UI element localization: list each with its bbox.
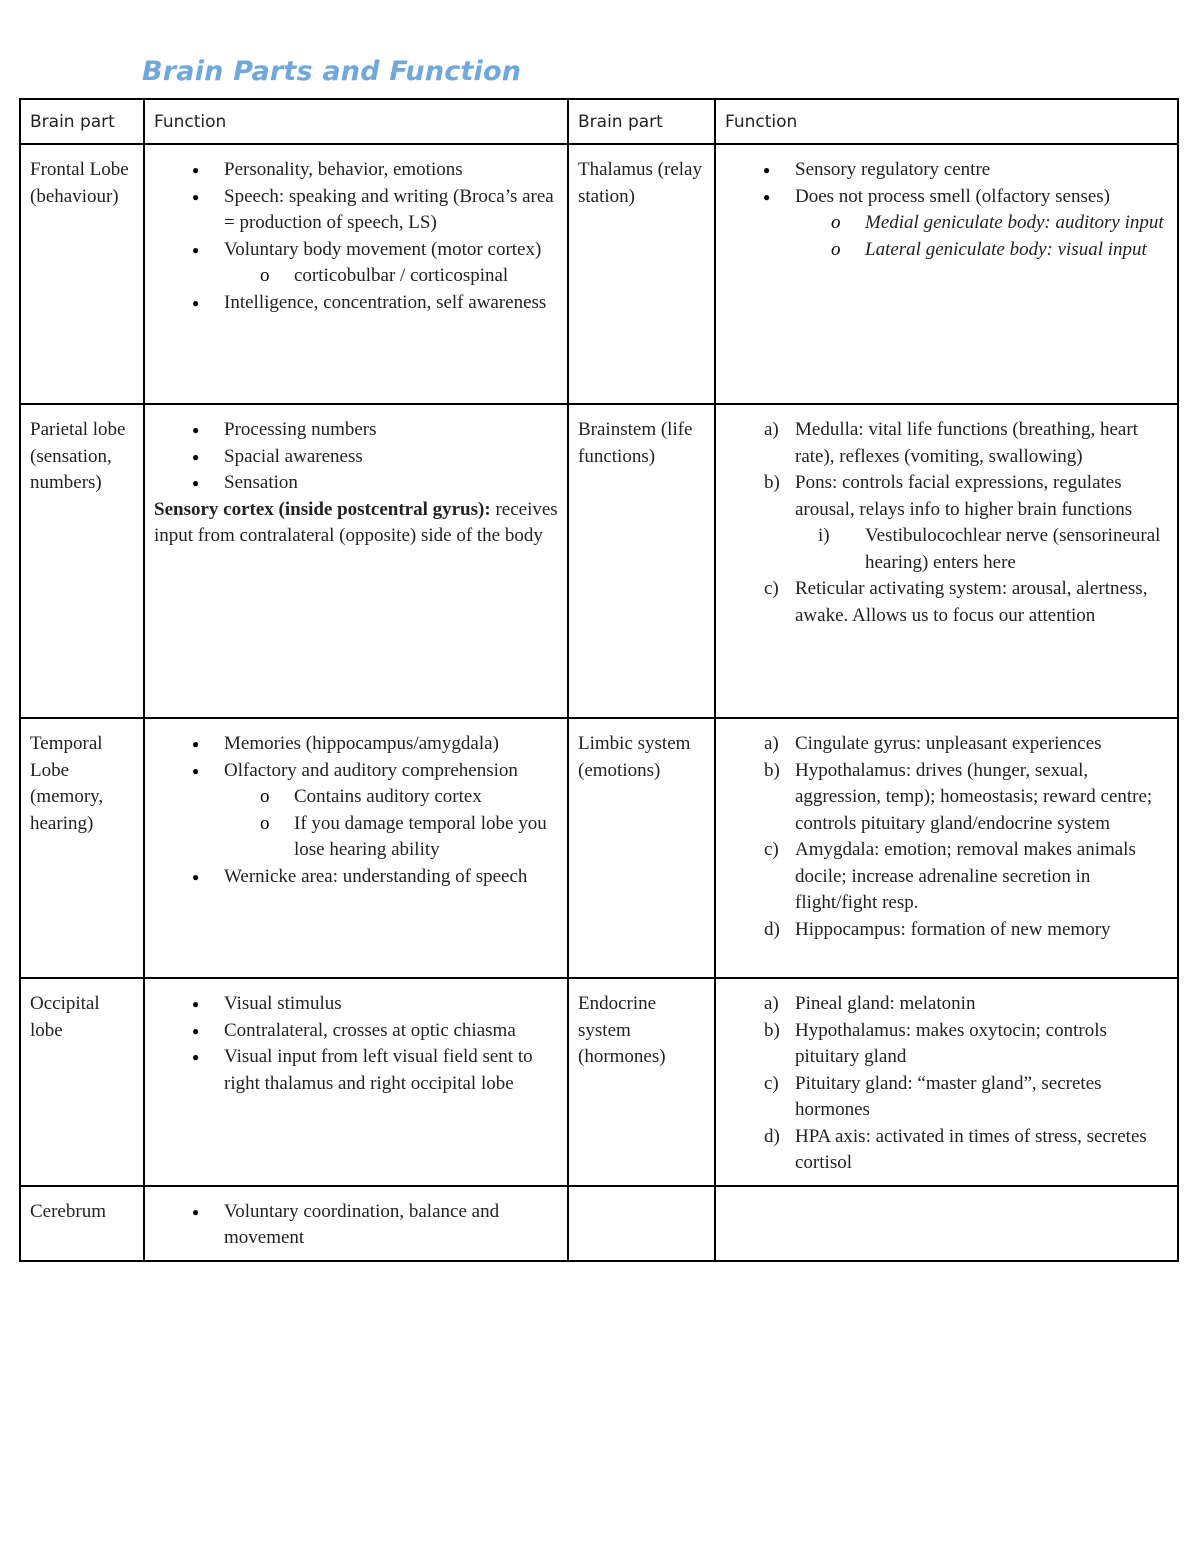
- part-occipital-lobe: Occipital lobe: [20, 978, 144, 1186]
- header-brain-part-1: Brain part: [20, 99, 144, 144]
- header-function-1: Function: [144, 99, 568, 144]
- list-marker: a): [764, 419, 779, 440]
- list-item: [725, 991, 1168, 1018]
- list-item-text: Hippocampus: formation of new memory: [795, 918, 1111, 940]
- list-item-text: Pineal gland: melatonin: [795, 993, 976, 1014]
- part-cerebrum: Cerebrum: [20, 1186, 144, 1261]
- frontal-bullet-list: [154, 157, 558, 316]
- list-item: ● Wernicke area: understanding of speech: [154, 864, 558, 891]
- function-temporal-lobe: [144, 718, 568, 978]
- list-item-text: HPA axis: activated in times of stress, secretes cortisol: [795, 1125, 1147, 1173]
- list-item: [725, 758, 1168, 838]
- list-item: [725, 417, 1168, 470]
- list-item: ● Processing numbers: [154, 417, 558, 444]
- list-item-text: Reticular activating system: arousal, alertness, awake. Allows us to focus our attention: [795, 578, 1148, 626]
- list-marker: d): [764, 918, 780, 940]
- list-marker: a): [764, 993, 779, 1014]
- list-item: ● Voluntary coordination, balance and movement: [154, 1199, 558, 1252]
- sub-list: [224, 784, 558, 864]
- part-temporal-lobe: Temporal Lobe (memory, hearing): [20, 718, 144, 978]
- header-brain-part-2: Brain part: [568, 99, 715, 144]
- list-item: ● Speech: speaking and writing (Broca’s area = production of speech, LS): [154, 184, 558, 237]
- endocrine-lettered-list: [725, 991, 1168, 1177]
- list-item-text: Voluntary body movement (motor cortex): [224, 238, 542, 260]
- list-item-text: Hypothalamus: drives (hunger, sexual, aggression, temp); homeostasis; reward centre; controls pituitary gland/endocrine system: [795, 759, 1153, 834]
- header-function-2: Function: [715, 99, 1178, 144]
- note-heading: Sensory cortex (inside postcentral gyrus):: [154, 498, 491, 520]
- function-thalamus: [715, 144, 1178, 404]
- brain-parts-table: [19, 98, 1179, 1262]
- list-item: [725, 1124, 1168, 1177]
- sub-list-item: o Medial geniculate body: auditory input: [795, 210, 1168, 237]
- list-item-text: Olfactory and auditory comprehension: [224, 759, 518, 781]
- function-limbic-system: [715, 718, 1178, 978]
- part-endocrine-system: Endocrine system (hormones): [568, 978, 715, 1186]
- table-row: [20, 404, 1178, 718]
- sub-list-item: o Lateral geniculate body: visual input: [795, 237, 1168, 264]
- list-item: [725, 576, 1168, 629]
- function-occipital-lobe: [144, 978, 568, 1186]
- list-item-text: Amygdala: emotion; removal makes animals docile; increase adrenaline secretion in flight/fight resp.: [795, 839, 1136, 913]
- list-item-text: Vestibulocochlear nerve (sensorineural hearing) enters here: [865, 525, 1161, 573]
- empty-cell: [715, 1186, 1178, 1261]
- sub-list: [795, 210, 1168, 263]
- list-item: ● Visual input from left visual field sent to right thalamus and right occipital lobe: [154, 1044, 558, 1097]
- list-item-text: Hypothalamus: makes oxytocin; controls pituitary gland: [795, 1019, 1107, 1067]
- table-row: [20, 144, 1178, 404]
- sub-list-item: o If you damage temporal lobe you lose hearing ability: [224, 811, 558, 864]
- list-item: ● Intelligence, concentration, self awareness: [154, 290, 558, 317]
- list-marker: c): [764, 1072, 779, 1094]
- table-row: [20, 978, 1178, 1186]
- function-cerebrum: [144, 1186, 568, 1261]
- header-row: [20, 99, 1178, 144]
- note-text: receives input from contralateral (opposite) side of the body: [154, 498, 558, 546]
- function-frontal-lobe: [144, 144, 568, 404]
- list-marker: d): [764, 1125, 780, 1147]
- table-row: [20, 718, 1178, 978]
- page-title: Brain Parts and Function: [142, 56, 522, 87]
- part-frontal-lobe: Frontal Lobe (behaviour): [20, 144, 144, 404]
- sensory-cortex-note: [154, 497, 558, 550]
- list-item-text: Medulla: vital life functions (breathing, heart rate), reflexes (vomiting, swallowing): [795, 419, 1138, 467]
- list-item-text: Does not process smell (olfactory senses): [795, 185, 1111, 207]
- part-parietal-lobe: Parietal lobe (sensation, numbers): [20, 404, 144, 718]
- temporal-bullet-list: [154, 731, 558, 890]
- function-brainstem: [715, 404, 1178, 718]
- list-item: [725, 917, 1168, 944]
- list-marker: b): [764, 472, 780, 493]
- table-row: [20, 1186, 1178, 1261]
- list-marker: b): [764, 759, 780, 781]
- list-item: [154, 758, 558, 864]
- sub-list: [224, 263, 558, 290]
- cerebrum-bullet-list: [154, 1199, 558, 1252]
- thalamus-bullet-list: [725, 157, 1168, 263]
- list-item: ● Contralateral, crosses at optic chiasma: [154, 1018, 558, 1045]
- list-item: [725, 731, 1168, 758]
- sub-list-item: [795, 523, 1168, 576]
- sub-list-item: o Contains auditory cortex: [224, 784, 558, 811]
- list-item: ● Personality, behavior, emotions: [154, 157, 558, 184]
- empty-cell: [568, 1186, 715, 1261]
- list-item: [725, 1071, 1168, 1124]
- list-item: ● Memories (hippocampus/amygdala): [154, 731, 558, 758]
- occipital-bullet-list: [154, 991, 558, 1097]
- function-parietal-lobe: [144, 404, 568, 718]
- list-marker: c): [764, 578, 779, 599]
- list-marker: i): [818, 525, 830, 546]
- list-item: [725, 1018, 1168, 1071]
- list-item: [725, 837, 1168, 917]
- sub-list-item: o corticobulbar / corticospinal: [224, 263, 558, 290]
- list-item: ● Spacial awareness: [154, 444, 558, 471]
- list-item: [725, 184, 1168, 264]
- list-item: ● Visual stimulus: [154, 991, 558, 1018]
- limbic-lettered-list: [725, 731, 1168, 943]
- list-item-text: Pons: controls facial expressions, regulates arousal, relays info to higher brain functions: [795, 472, 1133, 520]
- part-limbic-system: Limbic system (emotions): [568, 718, 715, 978]
- brainstem-lettered-list: [725, 417, 1168, 629]
- parietal-bullet-list: [154, 417, 558, 497]
- function-endocrine-system: [715, 978, 1178, 1186]
- list-item: [725, 470, 1168, 576]
- list-item: ● Sensation: [154, 470, 558, 497]
- list-item: [154, 237, 558, 290]
- list-item: ● Sensory regulatory centre: [725, 157, 1168, 184]
- list-item-text: Cingulate gyrus: unpleasant experiences: [795, 733, 1102, 754]
- part-brainstem: Brainstem (life functions): [568, 404, 715, 718]
- list-item-text: Pituitary gland: “master gland”, secretes hormones: [795, 1072, 1102, 1120]
- sub-list: [795, 523, 1168, 576]
- list-marker: b): [764, 1019, 780, 1041]
- part-thalamus: Thalamus (relay station): [568, 144, 715, 404]
- list-marker: c): [764, 839, 779, 860]
- list-marker: a): [764, 733, 779, 754]
